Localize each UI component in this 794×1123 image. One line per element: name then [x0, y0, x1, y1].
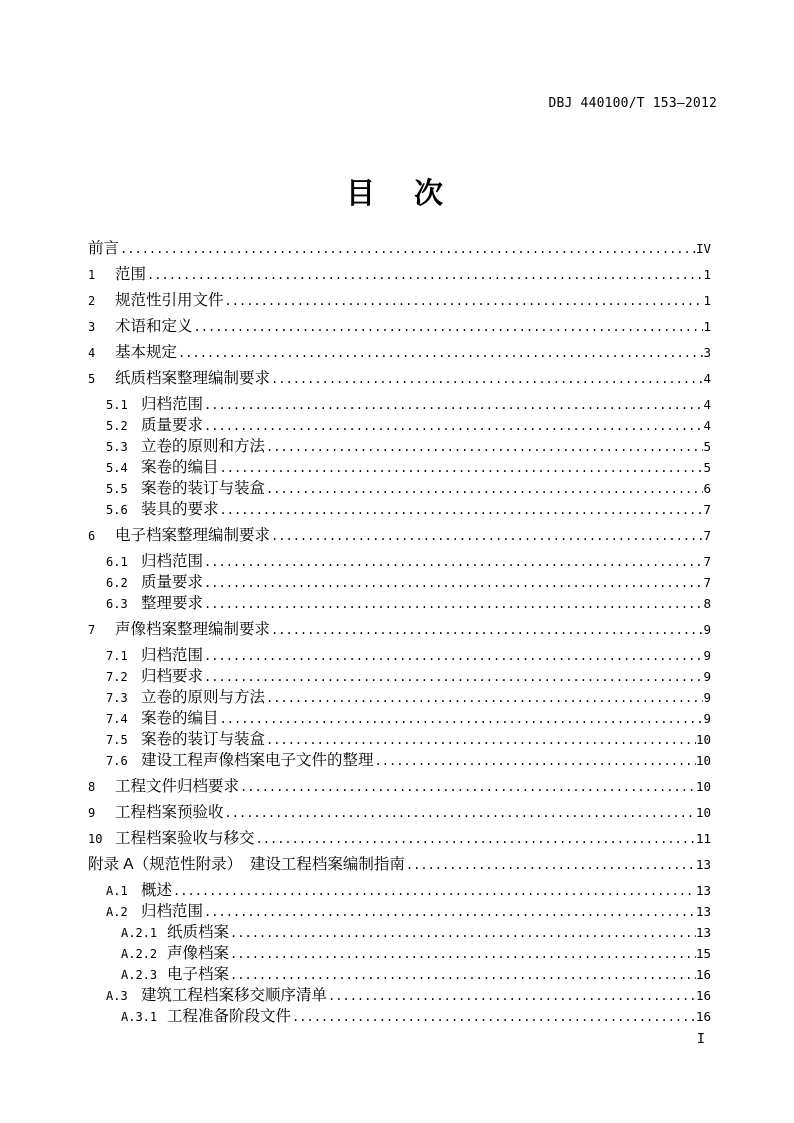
toc-entry-label: 电子档案 — [167, 966, 230, 983]
toc-leader-dots — [240, 781, 696, 794]
toc-entry — [88, 778, 711, 804]
toc-entry-number: 5.5 — [106, 482, 128, 496]
toc-entry — [88, 924, 711, 945]
toc-leader-dots — [271, 530, 703, 543]
toc-entry-label: 归档范围 — [141, 903, 204, 920]
toc-entry — [88, 710, 711, 731]
toc-leader-dots — [194, 321, 704, 334]
toc-entry — [88, 903, 711, 924]
toc-entry-number: A.2.2 — [121, 947, 158, 961]
toc-entry-label: 案卷的编目 — [141, 459, 219, 476]
toc-entry-number: 5.3 — [106, 440, 128, 454]
toc-entry-label: 归档要求 — [141, 668, 204, 685]
toc-entry-number: 7 — [88, 623, 96, 637]
toc-entry-page: 7 — [703, 554, 711, 569]
toc-leader-dots — [375, 755, 696, 768]
toc-entry-label: 工程文件归档要求 — [115, 778, 240, 795]
toc-entry-page: 5 — [703, 460, 711, 475]
toc-entry-number: 9 — [88, 806, 96, 820]
toc-entry-number: 2 — [88, 294, 96, 308]
toc-entry-label: 整理要求 — [141, 595, 204, 612]
toc-entry-number: 4 — [88, 346, 96, 360]
toc-leader-dots — [230, 969, 696, 982]
toc-leader-dots — [147, 269, 703, 282]
toc-entry-page: 16 — [695, 967, 711, 982]
toc-entry-number: 5.6 — [106, 503, 128, 517]
toc-entry-page: 10 — [695, 805, 711, 820]
toc-entry-page: 3 — [703, 345, 711, 360]
toc-entry-label: 建筑工程档案移交顺序清单 — [141, 987, 328, 1004]
toc-entry-label: 基本规定 — [115, 344, 178, 361]
toc-entry — [88, 240, 711, 266]
toc-leader-dots — [266, 483, 703, 496]
toc-entry-page: 4 — [703, 371, 711, 386]
toc-entry-label: 附录 A（规范性附录） 建设工程档案编制指南 — [88, 856, 405, 873]
toc-entry-number: 7.4 — [106, 712, 128, 726]
toc-entry — [88, 621, 711, 647]
toc-leader-dots — [292, 1011, 696, 1024]
toc-entry-number: 6 — [88, 529, 96, 543]
toc-entry — [88, 344, 711, 370]
toc-entry — [88, 266, 711, 292]
toc-entry-label: 规范性引用文件 — [115, 292, 224, 309]
toc-entry-page: 16 — [695, 988, 711, 1003]
toc-entry — [88, 689, 711, 710]
toc-leader-dots — [266, 692, 703, 705]
toc-entry-number: A.2.3 — [121, 968, 158, 982]
toc-entry — [88, 595, 711, 616]
toc-entry-label: 立卷的原则和方法 — [141, 438, 266, 455]
toc-leader-dots — [120, 243, 696, 256]
toc-entry-number: 5.4 — [106, 461, 128, 475]
toc-entry — [88, 459, 711, 480]
toc-entry-page: 13 — [695, 925, 711, 940]
toc-entry-page: 4 — [703, 418, 711, 433]
toc-entry-label: 质量要求 — [141, 574, 204, 591]
toc-entry-label: 归档范围 — [141, 396, 204, 413]
toc-entry — [88, 501, 711, 522]
toc-leader-dots — [204, 906, 696, 919]
toc-leader-dots — [178, 347, 703, 360]
toc-entry-number: A.2.1 — [121, 926, 158, 940]
toc-entry-page: 9 — [703, 669, 711, 684]
toc-entry-number: A.3.1 — [121, 1010, 158, 1024]
toc-entry-page: 8 — [703, 596, 711, 611]
toc-entry — [88, 752, 711, 773]
toc-entry-page: 5 — [703, 439, 711, 454]
toc-entry — [88, 417, 711, 438]
toc-entry-number: 7.5 — [106, 733, 128, 747]
toc-entry-number: 5 — [88, 372, 96, 386]
toc-entry-number: 7.3 — [106, 691, 128, 705]
toc-leader-dots — [204, 577, 703, 590]
toc-entry-label: 归档范围 — [141, 647, 204, 664]
footer-page-number: I — [696, 1031, 705, 1047]
toc-entry — [88, 553, 711, 574]
toc-leader-dots — [271, 373, 703, 386]
toc-entry-page: 13 — [695, 857, 711, 872]
toc-entry-number: 5.2 — [106, 419, 128, 433]
toc-entry-page: 4 — [703, 397, 711, 412]
toc-entry-page: 9 — [703, 690, 711, 705]
toc-entry-label: 术语和定义 — [115, 318, 193, 335]
toc-leader-dots — [230, 927, 696, 940]
toc-entry — [88, 527, 711, 553]
toc-entry — [88, 370, 711, 396]
toc-entry-label: 案卷的编目 — [141, 710, 219, 727]
toc-entry-label: 工程准备阶段文件 — [167, 1008, 292, 1025]
toc-leader-dots — [204, 671, 703, 684]
toc-entry-number: 7.2 — [106, 670, 128, 684]
toc-entry-number: 10 — [88, 832, 103, 846]
toc-entry-number: 7.6 — [106, 754, 128, 768]
toc-leader-dots — [173, 885, 696, 898]
toc-leader-dots — [406, 859, 696, 872]
toc-leader-dots — [204, 598, 703, 611]
toc-leader-dots — [256, 833, 696, 846]
toc-entry — [88, 1008, 711, 1029]
toc-entry-number: A.3 — [106, 989, 128, 1003]
toc-entry-page: 16 — [695, 1009, 711, 1024]
toc-leader-dots — [225, 295, 704, 308]
toc-leader-dots — [271, 624, 703, 637]
toc-entry-page: 1 — [703, 293, 711, 308]
toc-entry — [88, 438, 711, 459]
toc-entry-number: 6.2 — [106, 576, 128, 590]
toc-entry-number: 5.1 — [106, 398, 128, 412]
toc-entry-label: 质量要求 — [141, 417, 204, 434]
toc-entry — [88, 396, 711, 417]
toc-entry — [88, 318, 711, 344]
toc-entry — [88, 987, 711, 1008]
toc-entry — [88, 966, 711, 987]
toc-entry-page: 11 — [695, 831, 711, 846]
table-of-contents — [88, 240, 711, 1029]
toc-entry — [88, 804, 711, 830]
toc-entry — [88, 668, 711, 689]
toc-entry-page: 9 — [703, 711, 711, 726]
toc-entry-page: 9 — [703, 648, 711, 663]
toc-entry-page: 13 — [695, 904, 711, 919]
toc-entry-number: 8 — [88, 780, 96, 794]
toc-entry-page: 9 — [703, 622, 711, 637]
toc-entry — [88, 830, 711, 856]
toc-entry-label: 案卷的装订与装盒 — [141, 731, 266, 748]
toc-entry-number: A.1 — [106, 884, 128, 898]
toc-entry-label: 工程档案验收与移交 — [115, 830, 255, 847]
toc-entry-label: 案卷的装订与装盒 — [141, 480, 266, 497]
toc-entry-page: 10 — [695, 732, 711, 747]
toc-entry — [88, 574, 711, 595]
toc-entry-page: 6 — [703, 481, 711, 496]
toc-entry-label: 装具的要求 — [141, 501, 219, 518]
toc-leader-dots — [220, 462, 704, 475]
toc-entry — [88, 945, 711, 966]
toc-entry-number: 1 — [88, 268, 96, 282]
toc-leader-dots — [204, 420, 703, 433]
toc-entry — [88, 480, 711, 501]
toc-entry-label: 纸质档案 — [167, 924, 230, 941]
toc-entry-page: 7 — [703, 502, 711, 517]
toc-leader-dots — [204, 650, 703, 663]
toc-entry-page: 1 — [703, 267, 711, 282]
toc-entry-number: 7.1 — [106, 649, 128, 663]
toc-entry-label: 前言 — [88, 240, 120, 257]
toc-entry — [88, 647, 711, 668]
toc-entry-page: 15 — [695, 946, 711, 961]
standard-number: DBJ 440100/T 153—2012 — [548, 96, 717, 111]
toc-entry-label: 声像档案 — [167, 945, 230, 962]
toc-entry — [88, 856, 711, 882]
toc-leader-dots — [328, 990, 696, 1003]
toc-entry-page: 1 — [703, 319, 711, 334]
toc-entry-number: 3 — [88, 320, 96, 334]
toc-entry — [88, 882, 711, 903]
toc-entry-label: 建设工程声像档案电子文件的整理 — [141, 752, 374, 769]
toc-entry-label: 工程档案预验收 — [115, 804, 224, 821]
toc-leader-dots — [266, 734, 696, 747]
toc-entry-label: 立卷的原则与方法 — [141, 689, 266, 706]
toc-entry-page: IV — [695, 241, 711, 256]
toc-leader-dots — [266, 441, 703, 454]
toc-entry-label: 概述 — [141, 882, 173, 899]
toc-leader-dots — [204, 556, 703, 569]
toc-leader-dots — [220, 713, 704, 726]
toc-entry — [88, 292, 711, 318]
toc-entry-number: 6.3 — [106, 597, 128, 611]
toc-leader-dots — [204, 399, 703, 412]
toc-entry-page: 10 — [695, 779, 711, 794]
page-title: 目 次 — [345, 178, 448, 210]
toc-entry-label: 纸质档案整理编制要求 — [115, 370, 271, 387]
toc-entry-page: 7 — [703, 528, 711, 543]
toc-entry-label: 电子档案整理编制要求 — [115, 527, 271, 544]
toc-entry-number: 6.1 — [106, 555, 128, 569]
toc-entry-page: 10 — [695, 753, 711, 768]
toc-entry-label: 归档范围 — [141, 553, 204, 570]
toc-leader-dots — [230, 948, 696, 961]
toc-entry-number: A.2 — [106, 905, 128, 919]
toc-leader-dots — [225, 807, 696, 820]
toc-entry-label: 声像档案整理编制要求 — [115, 621, 271, 638]
toc-entry-label: 范围 — [115, 266, 147, 283]
toc-entry-page: 13 — [695, 883, 711, 898]
toc-entry — [88, 731, 711, 752]
toc-entry-page: 7 — [703, 575, 711, 590]
toc-leader-dots — [220, 504, 704, 517]
